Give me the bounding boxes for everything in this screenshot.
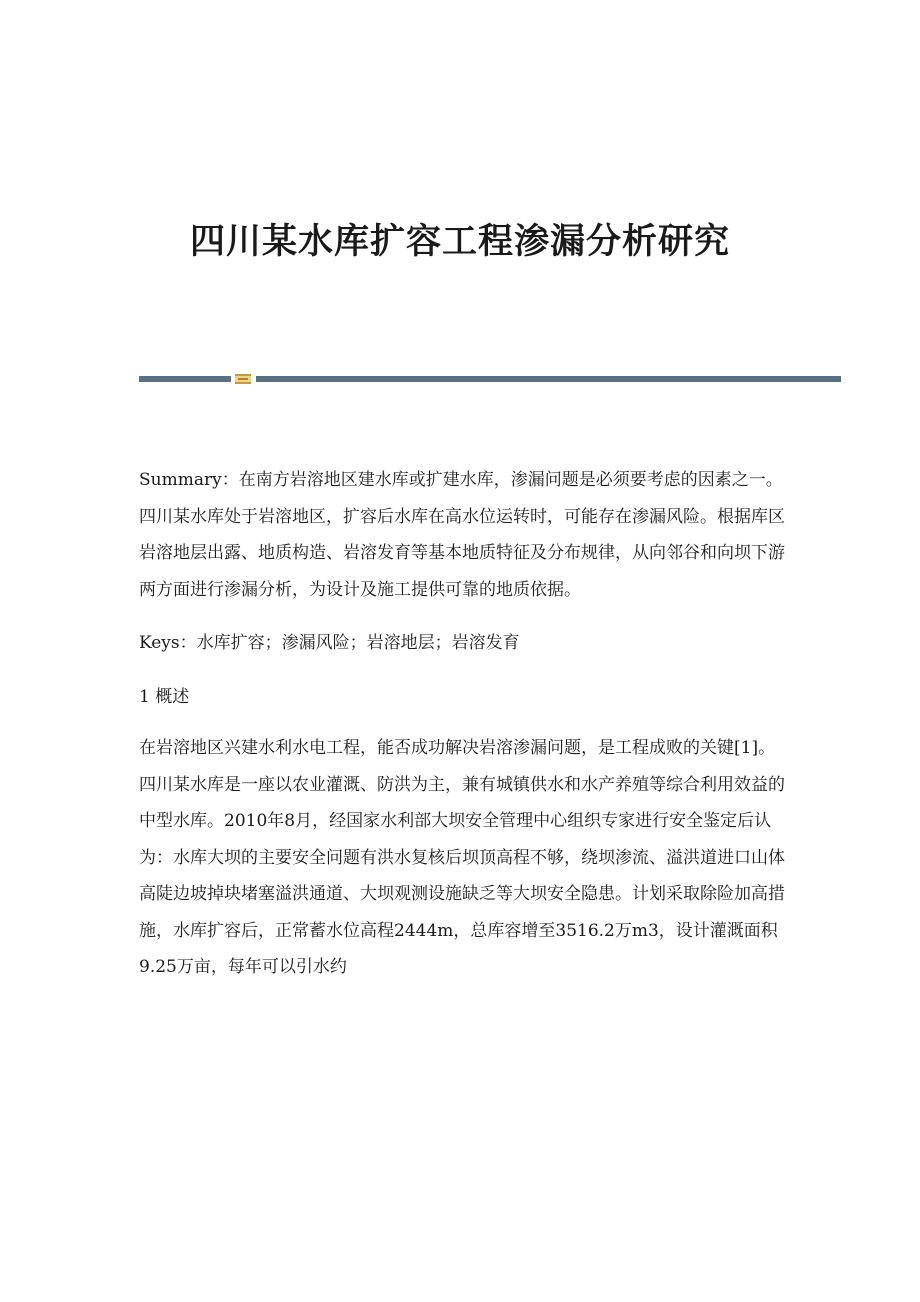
- summary-paragraph: Summary：在南方岩溶地区建水库或扩建水库，渗漏问题是必须要考虑的因素之一。四川某水库处于岩溶地区，扩容后水库在高水位运转时，可能存在渗漏风险。根据库区岩溶地层出露、地质构造、岩溶发育等基本地质特征及分布规律，从向邻谷和向坝下游两方面进行渗漏分析，为设计及施工提供可靠的地质依据。: [139, 470, 785, 600]
- title-divider: [139, 374, 841, 384]
- document-title: 四川某水库扩容工程渗漏分析研究: [189, 221, 730, 262]
- divider-bar-right: [256, 376, 841, 382]
- divider-bar-left: [139, 376, 231, 382]
- section-heading: 1 概述: [139, 686, 190, 707]
- document-body: [139, 462, 789, 1003]
- keys-paragraph: Keys：水库扩容；渗漏风险；岩溶地层；岩溶发育: [139, 633, 520, 653]
- body-paragraph: 在岩溶地区兴建水利水电工程，能否成功解决岩溶渗漏问题，是工程成败的关键[1]。四川某水库是一座以农业灌溉、防洪为主，兼有城镇供水和水产养殖等综合利用效益的中型水库。2010年8月，经国家水利部大坝安全管理中心组织专家进行安全鉴定后认为：水库大坝的主要安全问题有洪水复核后坝顶高程不够，绕坝渗流、溢洪道进口山体高陡边坡掉块堵塞溢洪通道、大坝观测设施缺乏等大坝安全隐患。计划采取除险加高措施，水库扩容后，正常蓄水位高程2444m，总库容增至3516.2万m3，设计灌溉面积9.25万亩，每年可以引水约: [139, 738, 785, 977]
- divider-ornament-icon: [235, 374, 251, 384]
